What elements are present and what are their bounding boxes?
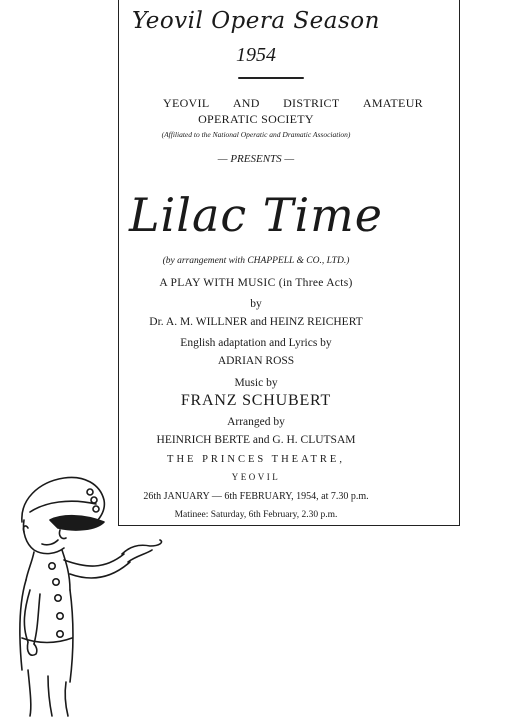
- society-affiliation: (Affiliated to the National Operatic and Dramatic Association): [161, 130, 351, 139]
- arranged-by-label: Arranged by: [227, 416, 285, 428]
- performance-dates: 26th JANUARY — 6th FEBRUARY, 1954, at 7.30 p.m.: [143, 491, 369, 502]
- matinee-info: Matinee: Saturday, 6th February, 2.30 p.m.: [174, 510, 338, 520]
- show-title: Lilac Time: [128, 188, 383, 242]
- theatre-town: YEOVIL: [231, 472, 281, 482]
- adaptation-label: English adaptation and Lyrics by: [180, 337, 332, 349]
- authors: Dr. A. M. WILLNER and HEINZ REICHERT: [149, 316, 363, 328]
- society-word: AMATEUR: [362, 96, 423, 110]
- presents-label: — PRESENTS —: [217, 153, 295, 165]
- society-word: YEOVIL: [163, 96, 210, 110]
- season-title: Yeovil Opera Season: [132, 8, 380, 34]
- society-word: AND: [232, 96, 260, 110]
- by-label: by: [250, 298, 262, 310]
- lyricist: ADRIAN ROSS: [217, 355, 295, 367]
- arrangers: HEINRICH BERTE and G. H. CLUTSAM: [156, 434, 356, 446]
- society-name-line2: OPERATIC SOCIETY: [198, 112, 314, 126]
- season-year: 1954: [236, 44, 276, 66]
- music-by-label: Music by: [234, 377, 278, 389]
- society-name-line1: [163, 96, 423, 111]
- composer: FRANZ SCHUBERT: [180, 392, 332, 409]
- theatre-name: THE PRINCES THEATRE,: [167, 454, 345, 465]
- doorman-illustration: [0, 470, 170, 717]
- play-description: A PLAY WITH MUSIC (in Three Acts): [159, 277, 353, 289]
- society-word: DISTRICT: [283, 96, 340, 110]
- arrangement-note: (by arrangement with CHAPPELL & CO., LTD.): [162, 256, 350, 266]
- divider-rule: [238, 77, 304, 79]
